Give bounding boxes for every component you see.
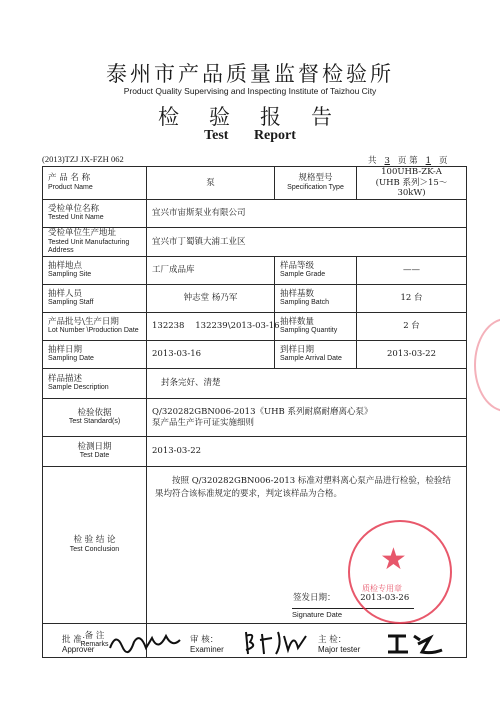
mfg-address-label: 受检单位生产地址 Tested Unit Manufacturing Address: [43, 227, 147, 256]
examiner-signature: [240, 626, 312, 658]
sampling-quantity-label: 抽样数量 Sampling Quantity: [275, 313, 357, 341]
table-row: [43, 437, 467, 467]
table-row: [43, 313, 467, 341]
conclusion-label: 检 验 结 论 Test Conclusion: [43, 467, 147, 624]
sampling-batch-label: 抽样基数 Sampling Batch: [275, 285, 357, 313]
page-prefix: 共: [368, 156, 377, 166]
test-date-label: 检测日期 Test Date: [43, 437, 147, 467]
seal-star-icon: ★: [380, 542, 407, 577]
sampling-quantity-value: 2 台: [357, 313, 467, 341]
approver-label: 批 准： Approver: [62, 635, 95, 654]
issue-date-value: 2013-03-26: [360, 593, 410, 603]
test-standard-value: Q/320282GBN006-2013《UHB 系列耐腐耐磨离心泵》 泵产品生产许可证实施细则: [147, 399, 467, 437]
table-row: [43, 341, 467, 369]
page-mid: 页 第: [397, 156, 418, 166]
test-date-value: 2013-03-22: [147, 437, 467, 467]
table-row: [43, 257, 467, 285]
conclusion-text: 按照 Q/320282GBN006-2013 标准对塑料离心泵产品进行检验，检验结果均符合该标准规定的要求，判定该样品为合格。: [155, 476, 451, 499]
arrival-date-label: 到样日期 Sample Arrival Date: [275, 341, 357, 369]
spec-label: 规格型号 Specification Type: [275, 167, 357, 200]
sample-description-label: 样品描述 Sample Description: [43, 369, 147, 399]
sampling-date-label: 抽样日期 Sampling Date: [43, 341, 147, 369]
table-row: [43, 285, 467, 313]
issue-date-label: 签发日期：: [293, 593, 336, 603]
table-row: [43, 167, 467, 200]
test-standard-label: 检验依据 Test Standard(s): [43, 399, 147, 437]
approver-signature: [106, 628, 184, 658]
spec-value: 100UHB-ZK-A (UHB 系列＞15～30kW): [357, 167, 467, 200]
lot-number-label: 产品批号\生产日期 Lot Number \Production Date: [43, 313, 147, 341]
sampling-batch-value: 12 台: [357, 285, 467, 313]
tested-unit-label: 受检单位名称 Tested Unit Name: [43, 199, 147, 227]
product-name-label: 产 品 名 称 Product Name: [43, 167, 147, 200]
sampling-date-value: 2013-03-16: [147, 341, 275, 369]
arrival-date-value: 2013-03-22: [357, 341, 467, 369]
sample-description-value: 封条完好、清楚: [147, 369, 467, 399]
edge-seal-fragment: [474, 318, 500, 412]
report-title-cn: 检验报告: [158, 105, 362, 129]
product-name-value: 泵: [147, 167, 275, 200]
table-row: [43, 227, 467, 256]
remarks-label: 备 注 Remarks: [43, 624, 147, 658]
tested-unit-value: 宜兴市宙斯泵业有限公司: [147, 199, 467, 227]
table-row: [43, 199, 467, 227]
mfg-address-value: 宜兴市丁蜀镇大浦工业区: [147, 227, 467, 256]
report-title-en: Test Report: [204, 128, 296, 143]
institute-name-cn: 泰州市产品质量监督检验所: [106, 62, 394, 86]
major-tester-label: 主 检： Major tester: [318, 635, 361, 654]
lot-number-value: 132238 132239\2013-03-16: [147, 313, 275, 341]
tester-signature: [384, 628, 446, 658]
page-total: 3: [384, 156, 390, 166]
page-suffix: 页: [439, 156, 448, 166]
signature-date-caption: Signature Date: [292, 608, 414, 619]
table-row: [43, 399, 467, 437]
report-code: (2013)TZJ JX-FZH 062: [42, 154, 124, 164]
sampling-site-value: 工厂成品库: [147, 257, 275, 285]
sampling-staff-label: 抽样人员 Sampling Staff: [43, 285, 147, 313]
page-current: 1: [425, 156, 432, 166]
seal-text: 质检专用章: [362, 584, 402, 593]
table-row: [43, 369, 467, 399]
sampling-site-label: 抽样地点 Sampling Site: [43, 257, 147, 285]
page-counter: [368, 154, 448, 166]
sample-grade-value: ——: [357, 257, 467, 285]
examiner-label: 审 核： Examiner: [190, 635, 224, 654]
sample-grade-label: 样品等级 Sample Grade: [275, 257, 357, 285]
sampling-staff-value: 钟志堂 杨乃军: [147, 285, 275, 313]
institute-name-en: Product Quality Supervising and Inspecting Institute of Taizhou City: [123, 86, 377, 96]
